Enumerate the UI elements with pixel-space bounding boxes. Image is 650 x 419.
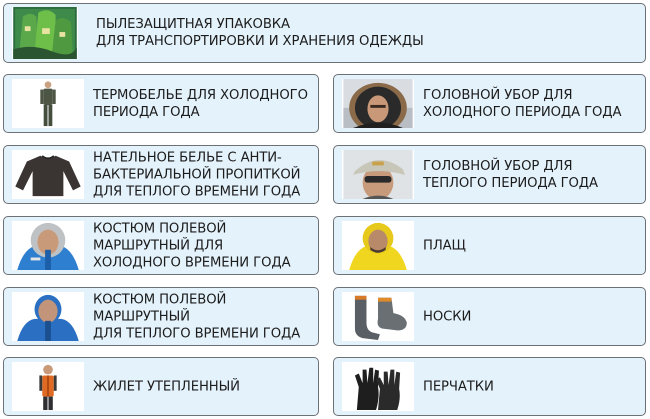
- cap-goggles-photo: [342, 150, 414, 199]
- label-line: ТЕПЛОГО ПЕРИОДА ГОДА: [423, 175, 598, 191]
- yellow-raincoat-photo: [342, 221, 414, 270]
- green-bags-photo: [12, 7, 78, 59]
- dark-shirt-photo: [12, 150, 84, 199]
- item-card-antibacterial-underwear: [3, 145, 319, 204]
- item-label: [93, 149, 312, 200]
- item-card-thermal-underwear: [3, 74, 319, 133]
- item-card-gloves: [333, 357, 646, 416]
- label-line: НОСКИ: [423, 309, 472, 324]
- label-line: ПЛАЩ: [423, 238, 466, 253]
- item-label: [423, 237, 639, 254]
- item-card-winter-hat: [333, 74, 646, 133]
- item-card-socks: [333, 287, 646, 346]
- item-card-vest: [3, 357, 319, 416]
- label-line: ПЫЛЕЗАЩИТНАЯ УПАКОВКА: [96, 17, 290, 32]
- thermal-suit-photo: [12, 79, 84, 128]
- label-line: ПЕРИОДА ГОДА: [93, 104, 200, 120]
- item-label: [93, 87, 312, 121]
- orange-vest-photo: [12, 362, 84, 411]
- item-card-raincoat: [333, 216, 646, 275]
- label-line: ХОЛОДНОГО ПЕРИОДА ГОДА: [423, 104, 622, 120]
- label-line: ГОЛОВНОЙ УБОР ДЛЯ: [423, 158, 573, 174]
- label-line: ДЛЯ ТЕПЛОГО ВРЕМЕНИ ГОДА: [93, 326, 301, 341]
- label-line: НАТЕЛЬНОЕ БЕЛЬЕ С АНТИ-: [93, 150, 282, 165]
- item-card-summer-hat: [333, 145, 646, 204]
- label-line: ТЕРМОБЕЛЬЕ ДЛЯ ХОЛОДНОГО: [93, 87, 308, 103]
- label-line: ГОЛОВНОЙ УБОР ДЛЯ: [423, 87, 573, 103]
- label-line: БАКТЕРИАЛЬНОЙ ПРОПИТКОЙ: [93, 167, 301, 182]
- label-line: ПЕРЧАТКИ: [423, 379, 494, 394]
- label-line: МАРШРУТНЫЙ ДЛЯ: [93, 238, 224, 253]
- item-card-summer-suit: [3, 287, 319, 346]
- black-gloves-photo: [342, 362, 414, 411]
- label-line: КОСТЮМ ПОЛЕВОЙ: [93, 221, 227, 236]
- label-line: КОСТЮМ ПОЛЕВОЙ: [93, 292, 227, 307]
- item-card-winter-suit: [3, 216, 319, 275]
- fur-hood-photo: [342, 79, 414, 128]
- label-line: ХОЛОДНОГО ВРЕМЕНИ ГОДА: [93, 255, 291, 270]
- item-label: [423, 308, 639, 325]
- label-line: ЖИЛЕТ УТЕПЛЕННЫЙ: [93, 379, 240, 394]
- item-card-packaging: [3, 3, 646, 63]
- label-line: ДЛЯ ТРАНСПОРТИРОВКИ И ХРАНЕНИЯ ОДЕЖДЫ: [96, 34, 424, 49]
- blue-parka-photo: [12, 221, 84, 270]
- blue-jacket-photo: [12, 292, 84, 341]
- item-label: [93, 378, 312, 395]
- wool-socks-photo: [342, 292, 414, 341]
- item-label: [93, 291, 312, 342]
- item-label: [93, 220, 312, 271]
- item-label: [423, 87, 639, 121]
- label-line: ДЛЯ ТЕПЛОГО ВРЕМЕНИ ГОДА: [93, 184, 301, 199]
- item-label: [423, 378, 639, 395]
- label-line: МАРШРУТНЫЙ: [93, 309, 190, 324]
- item-label: [96, 16, 639, 50]
- item-label: [423, 158, 639, 192]
